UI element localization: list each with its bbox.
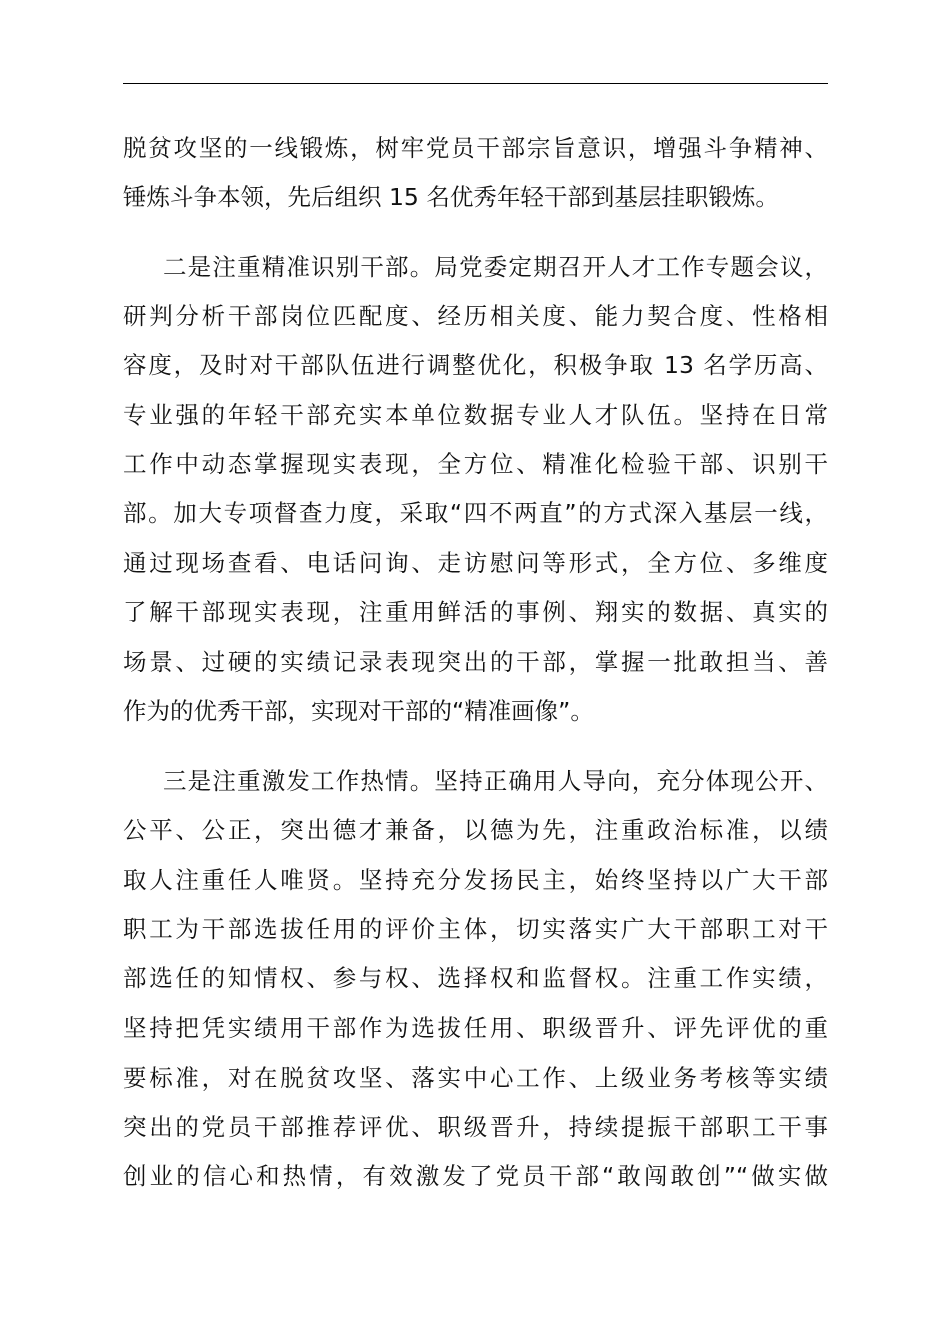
text-line: 职工为干部选拔任用的评价主体，切实落实广大干部职工对干 bbox=[123, 915, 828, 943]
text-line: 锤炼斗争本领，先后组织 15 名优秀年轻干部到基层挂职锻炼。 bbox=[123, 183, 779, 211]
text-line: 研判分析干部岗位匹配度、经历相关度、能力契合度、性格相 bbox=[123, 302, 828, 330]
header-rule bbox=[123, 83, 828, 84]
text-line: 突出的党员干部推荐评优、职级晋升，持续提振干部职工干事 bbox=[123, 1113, 828, 1141]
text-line: 通过现场查看、电话问询、走访慰问等形式，全方位、多维度 bbox=[123, 549, 828, 577]
text-line: 了解干部现实表现，注重用鲜活的事例、翔实的数据、真实的 bbox=[123, 598, 828, 626]
text-line: 部。加大专项督查力度，采取“四不两直”的方式深入基层一线， bbox=[123, 499, 828, 527]
text-line: 工作中动态掌握现实表现，全方位、精准化检验干部、识别干 bbox=[123, 450, 828, 478]
text-line: 三是注重激发工作热情。坚持正确用人导向，充分体现公开、 bbox=[163, 767, 828, 795]
text-line: 脱贫攻坚的一线锻炼，树牢党员干部宗旨意识，增强斗争精神、 bbox=[123, 134, 828, 162]
text-line: 场景、过硬的实绩记录表现突出的干部，掌握一批敢担当、善 bbox=[123, 648, 828, 676]
text-line: 公平、公正，突出德才兼备，以德为先，注重政治标准，以绩 bbox=[123, 816, 828, 844]
text-line: 要标准，对在脱贫攻坚、落实中心工作、上级业务考核等实绩 bbox=[123, 1064, 828, 1092]
text-line: 取人注重任人唯贤。坚持充分发扬民主，始终坚持以广大干部 bbox=[123, 866, 828, 894]
text-line: 部选任的知情权、参与权、选择权和监督权。注重工作实绩， bbox=[123, 964, 828, 992]
text-line: 坚持把凭实绩用干部作为选拔任用、职级晋升、评先评优的重 bbox=[123, 1014, 828, 1042]
text-line: 作为的优秀干部，实现对干部的“精准画像”。 bbox=[123, 697, 594, 725]
text-line: 专业强的年轻干部充实本单位数据专业人才队伍。坚持在日常 bbox=[123, 401, 828, 429]
text-line: 容度，及时对干部队伍进行调整优化，积极争取 13 名学历高、 bbox=[123, 351, 828, 379]
text-line: 二是注重精准识别干部。局党委定期召开人才工作专题会议， bbox=[163, 253, 828, 281]
text-line: 创业的信心和热情，有效激发了党员干部“敢闯敢创”“做实做 bbox=[123, 1162, 828, 1190]
